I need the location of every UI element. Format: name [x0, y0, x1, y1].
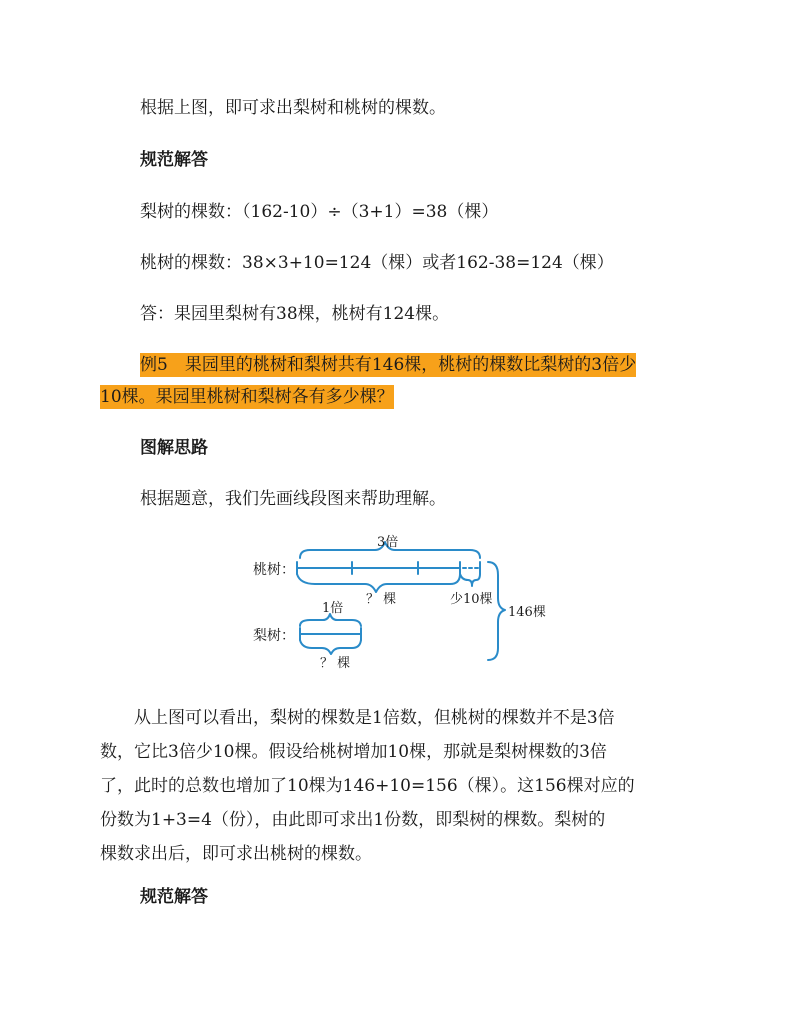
label-pear-question: ？ 棵: [320, 656, 351, 670]
solution-line-pear: 梨树的棵数：（162-10）÷（3+1）=38（棵）: [140, 202, 499, 222]
thinking-intro: 根据题意，我们先画线段图来帮助理解。: [140, 489, 446, 509]
explanation-line-5: 棵数求出后，即可求出桃树的棵数。: [100, 844, 372, 864]
brace-pear-question: [300, 640, 361, 654]
top-text: 根据上图，即可求出梨树和桃树的棵数。: [140, 98, 446, 118]
label-3-times: 3倍: [377, 535, 399, 550]
explanation-line-2: 数，它比3倍少10棵。假设给桃树增加10棵，那就是梨树棵数的3倍: [100, 742, 607, 762]
solution-answer: 答：果园里梨树有38棵，桃树有124棵。: [140, 304, 450, 324]
solution-heading-2: 规范解答: [140, 887, 208, 907]
example-5-line-2: [100, 387, 700, 407]
thinking-heading: 图解思路: [140, 438, 208, 458]
brace-peach-question: [297, 574, 460, 592]
explanation-line-3: 了，此时的总数也增加了10棵为146+10=156（棵）。这156棵对应的: [100, 776, 635, 796]
label-less-10: 少10棵: [450, 592, 493, 607]
explanation-line-1: 从上图可以看出，梨树的棵数是1倍数，但桃树的棵数并不是3倍: [100, 708, 615, 728]
solution-line-peach: 桃树的棵数：38×3+10=124（棵）或者162-38=124（棵）: [140, 253, 614, 273]
example-5-line-1: [140, 355, 740, 375]
explanation-line-4: 份数为1+3=4（份），由此即可求出1份数，即梨树的棵数。梨树的: [100, 810, 606, 830]
brace-total: [488, 562, 505, 660]
brace-less-10: [460, 574, 480, 586]
label-total: 146棵: [508, 605, 546, 620]
solution-heading-1: 规范解答: [140, 150, 208, 170]
pear-label: 梨树：: [253, 628, 295, 644]
line-segment-diagram: [0, 530, 800, 670]
label-1-times: 1倍: [322, 601, 344, 616]
example-5-text-2: 10棵。果园里桃树和梨树各有多少棵？: [100, 387, 394, 407]
peach-label: 桃树：: [253, 562, 295, 578]
example-5-text-1: 例5 果园里的桃树和梨树共有146棵，桃树的棵数比梨树的3倍少: [140, 355, 637, 375]
label-peach-question: ？ 棵: [366, 592, 397, 607]
